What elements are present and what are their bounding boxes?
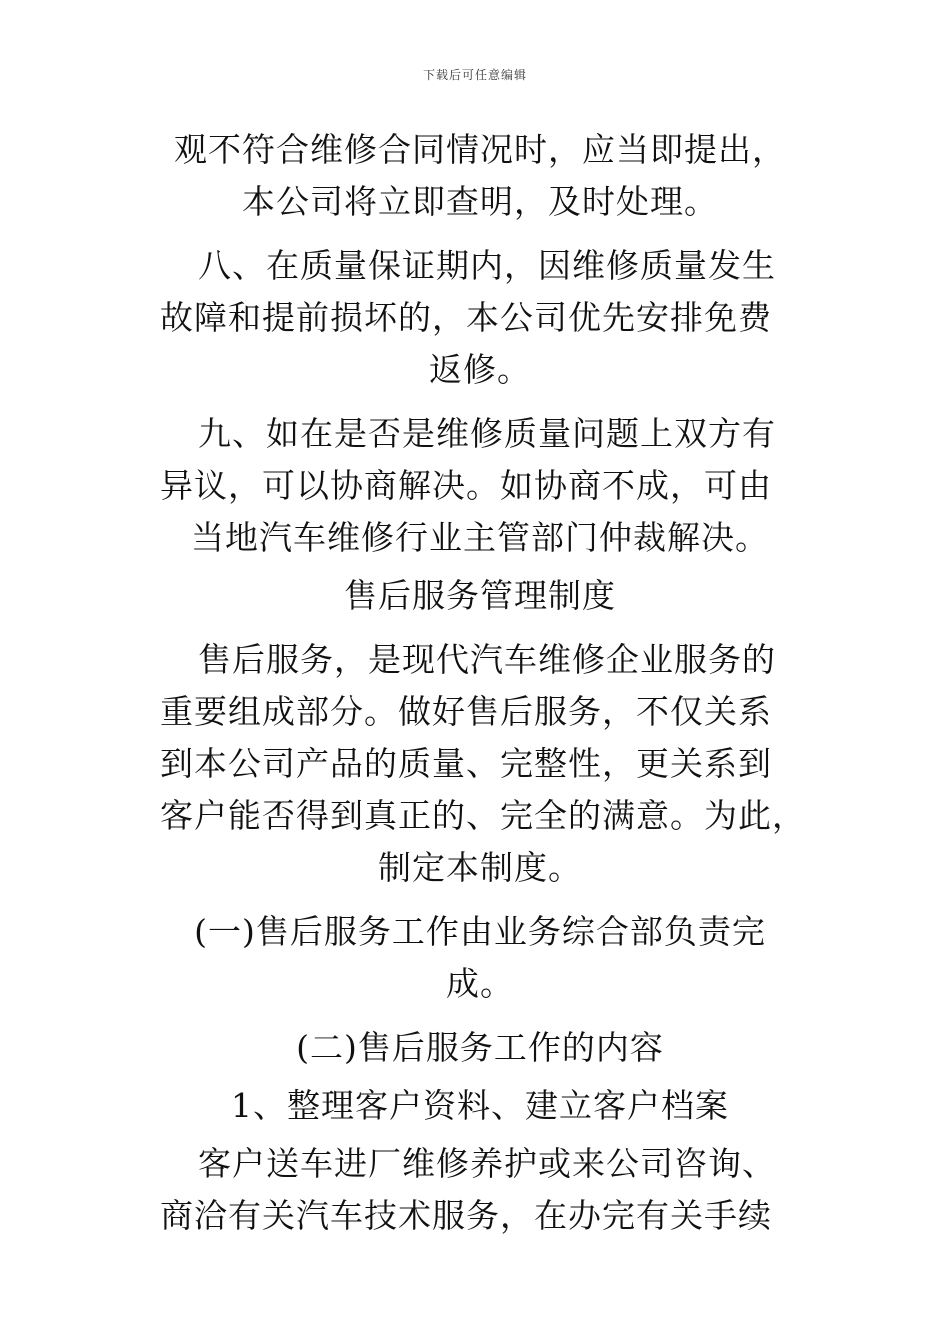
section-title: 售后服务管理制度 <box>344 576 616 615</box>
text-line: 本公司将立即查明，及时处理。 <box>242 182 718 221</box>
subsection-title: (二)售后服务工作的内容 <box>296 1028 664 1067</box>
text-line: 八、在质量保证期内，因维修质量发生 <box>198 246 776 285</box>
subsection-title: 1、整理客户资料、建立客户档案 <box>231 1086 729 1125</box>
text-line: 到本公司产品的质量、完整性，更关系到 <box>160 744 772 783</box>
text-line: 制定本制度。 <box>378 848 582 887</box>
text-line: 商洽有关汽车技术服务，在办完有关手续 <box>160 1196 772 1235</box>
text-line: 客户送车进厂维修养护或来公司咨询、 <box>198 1144 776 1183</box>
text-line: 售后服务，是现代汽车维修企业服务的 <box>198 640 776 679</box>
text-line: 故障和提前损坏的，本公司优先安排免费 <box>160 298 772 337</box>
text-line: (一)售后服务工作由业务综合部负责完 <box>194 912 766 951</box>
text-line: 九、如在是否是维修质量问题上双方有 <box>198 414 776 453</box>
text-line: 当地汽车维修行业主管部门仲裁解决。 <box>191 518 769 557</box>
page-header: 下载后可任意编辑 <box>422 68 527 82</box>
text-line: 成。 <box>446 964 514 1003</box>
text-line: 客户能否得到真正的、完全的满意。为此， <box>160 796 806 835</box>
text-line: 重要组成部分。做好售后服务，不仅关系 <box>160 692 772 731</box>
document-body <box>160 124 806 1242</box>
text-line: 观不符合维修合同情况时，应当即提出， <box>174 130 786 169</box>
text-line: 返修。 <box>429 350 531 389</box>
text-line: 异议，可以协商解决。如协商不成，可由 <box>160 466 772 505</box>
